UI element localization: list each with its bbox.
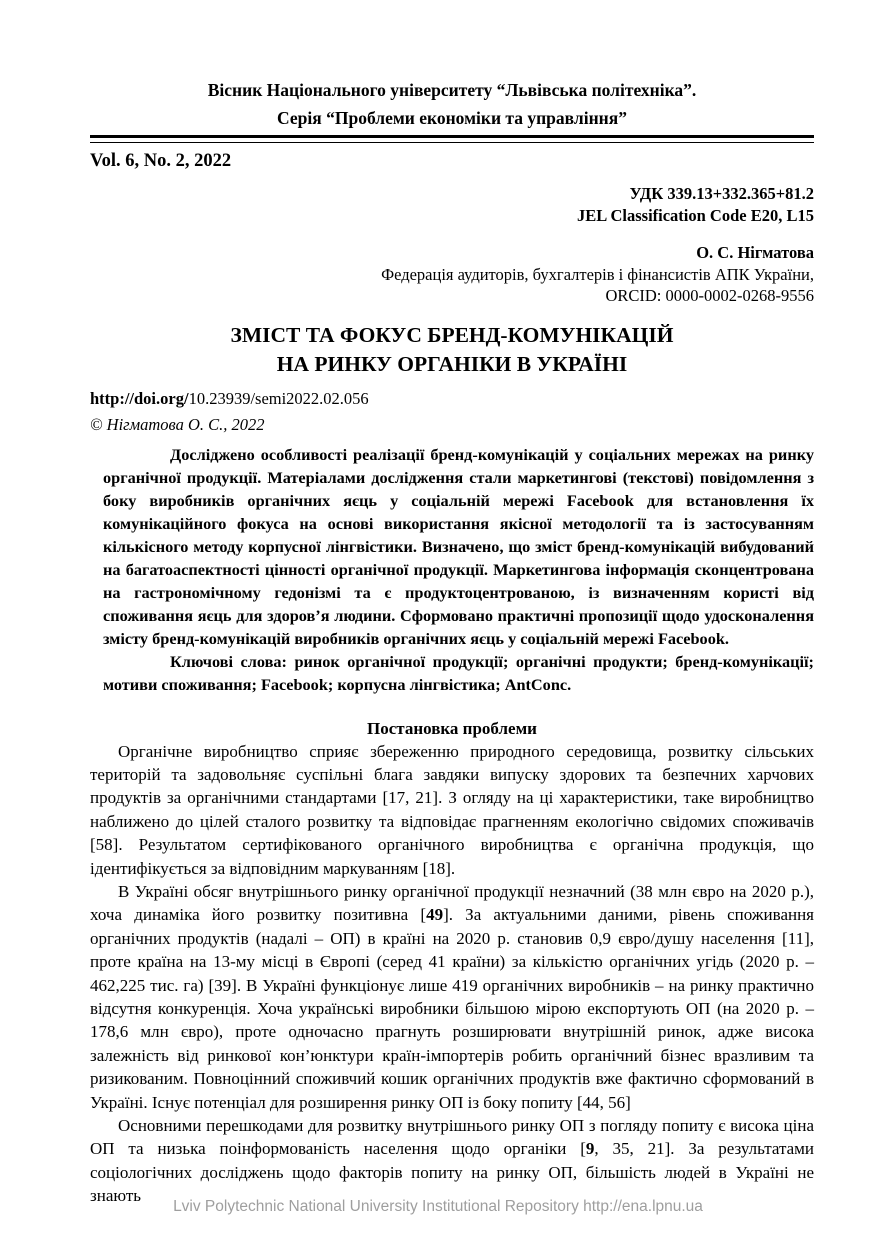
classification-block: [90, 183, 814, 226]
paragraph-3-text-cont: , 35, 21]. За результатами соціологічних досліджень щодо факторів попиту на ринку ОП, більшість людей в Україні не знають: [90, 1139, 814, 1206]
citation-49: 49: [426, 905, 444, 925]
keywords-label: Ключові слова:: [170, 651, 295, 671]
abstract: [103, 443, 814, 696]
keywords-list: ринок органічної продукції; органічні продукти; бренд-комунікації; мотиви споживання; Facebook; корпусна лінгвістика; AntConc.: [103, 651, 814, 694]
body-paragraph-3: [90, 1114, 814, 1208]
section-heading-problem-statement: Постановка проблеми: [367, 718, 537, 738]
journal-name: Вісник Національного університету “Львівська політехніка”.: [207, 80, 697, 100]
doi-prefix: http://doi.org/: [90, 388, 189, 408]
section-body: [90, 740, 814, 1208]
body-paragraph-1: Органічне виробництво сприяє збереженню природного середовища, розвитку сільських територій та задовольняє суспільні блага завдяки випуску здорових та безпечних харчових продуктів за органічними стандартами [17, 21]. З огляду на ці характеристики, таке виробництво наближено до цілей сталого розвитку та відповідає прагненням екологічно свідомих споживачів [58]. Результатом сертифікованого органічного виробництва є органічна продукція, що ідентифікується за відповідним маркуванням [18].: [90, 741, 814, 878]
repository-footer: Lviv Polytechnic National University Institutional Repository http://ena.lpnu.ua: [173, 1198, 703, 1215]
paragraph-2-text-cont: ]. За актуальними даними, рівень споживання органічних продуктів (надалі – ОП) в країні на 2020 р. становив 0,9 євро/душу населення [11], проте країна на 13-му місці в Європі (серед 41 країни) за кількістю органічних угідь (2020 р. – 462,225 тис. га) [39]. В Україні функціонує лише 419 органічних виробників – на ринку практично відсутня конкуренція. Хоча українські виробники більшою мірою експортують ОП (на 2020 р. – 178,6 млн євро), проте одночасно прагнуть розширювати внутрішній ринок, адже висока залежність від ринкової кон’юнктури країн-імпортерів робить органічний бізнес вразливим та ризикованим. Повноцінний споживчий кошик органічних продуктів вже фактично сформований в Україні. Існує потенціал для розширення ринку ОП із боку попиту [44, 56]: [90, 905, 814, 1112]
author-name: О. С. Нігматова: [696, 243, 814, 262]
udc-code: УДК 339.13+332.365+81.2: [629, 184, 814, 203]
keywords-paragraph: [103, 650, 814, 696]
article-title-line2: НА РИНКУ ОРГАНІКИ В УКРАЇНІ: [276, 351, 628, 376]
article-title: [90, 321, 814, 379]
copyright-notice: © Нігматова О. С., 2022: [90, 414, 265, 434]
author-affiliation: Федерація аудиторів, бухгалтерів і фінансистів АПК України,: [381, 264, 814, 284]
page-content: [90, 0, 814, 1208]
volume-issue-label: Vol. 6, No. 2, 2022: [90, 151, 232, 171]
citation-9: 9: [585, 1139, 595, 1159]
paragraph-3-text: Основними перешкодами для розвитку внутрішнього ринку ОП з погляду попиту є висока ціна ОП та низька поінформованість населення щодо органіки [: [90, 1116, 814, 1159]
doi-line: [90, 388, 814, 409]
jel-code: JEL Classification Code E20, L15: [577, 205, 814, 225]
abstract-text: Досліджено особливості реалізації бренд-комунікацій у соціальних мережах на ринку органічної продукції. Матеріалами дослідження стали маркетингові (текстові) повідомлення з боку виробників органічних яєць у соціальній мережі Facebook для встановлення їх комунікаційного фокуса на основі використання якісної методології та із застосуванням кількісного методу корпусної лінгвістики. Визначено, що зміст бренд-комунікацій вибудований на багатоаспектності цінності органічної продукції. Маркетингова інформація сконцентрована на гастрономічному гедонізмі та є продуктоцентрованою, із визначенням користі від споживання яєць для здоров’я людини. Сформовано практичні пропозиції щодо удосконалення змісту бренд-комунікацій виробників органічних яєць у соціальній мережі Facebook.: [103, 444, 814, 648]
header-divider-rule: [90, 135, 814, 143]
journal-header: [90, 0, 814, 132]
journal-series: Серія “Проблеми економіки та управління”: [277, 108, 627, 128]
article-title-line1: ЗМІСТ ТА ФОКУС БРЕНД-КОМУНІКАЦІЙ: [230, 322, 674, 347]
body-paragraph-2: [90, 880, 814, 1114]
author-block: [90, 242, 814, 307]
author-orcid: ORCID: 0000-0002-0268-9556: [605, 286, 814, 305]
doi-link[interactable]: 10.23939/semi2022.02.056: [188, 388, 369, 408]
paragraph-2-text: В Україні обсяг внутрішнього ринку органічної продукції незначний (38 млн євро на 2020 р.), хоча динаміка його розвитку позитивна [: [90, 881, 814, 925]
